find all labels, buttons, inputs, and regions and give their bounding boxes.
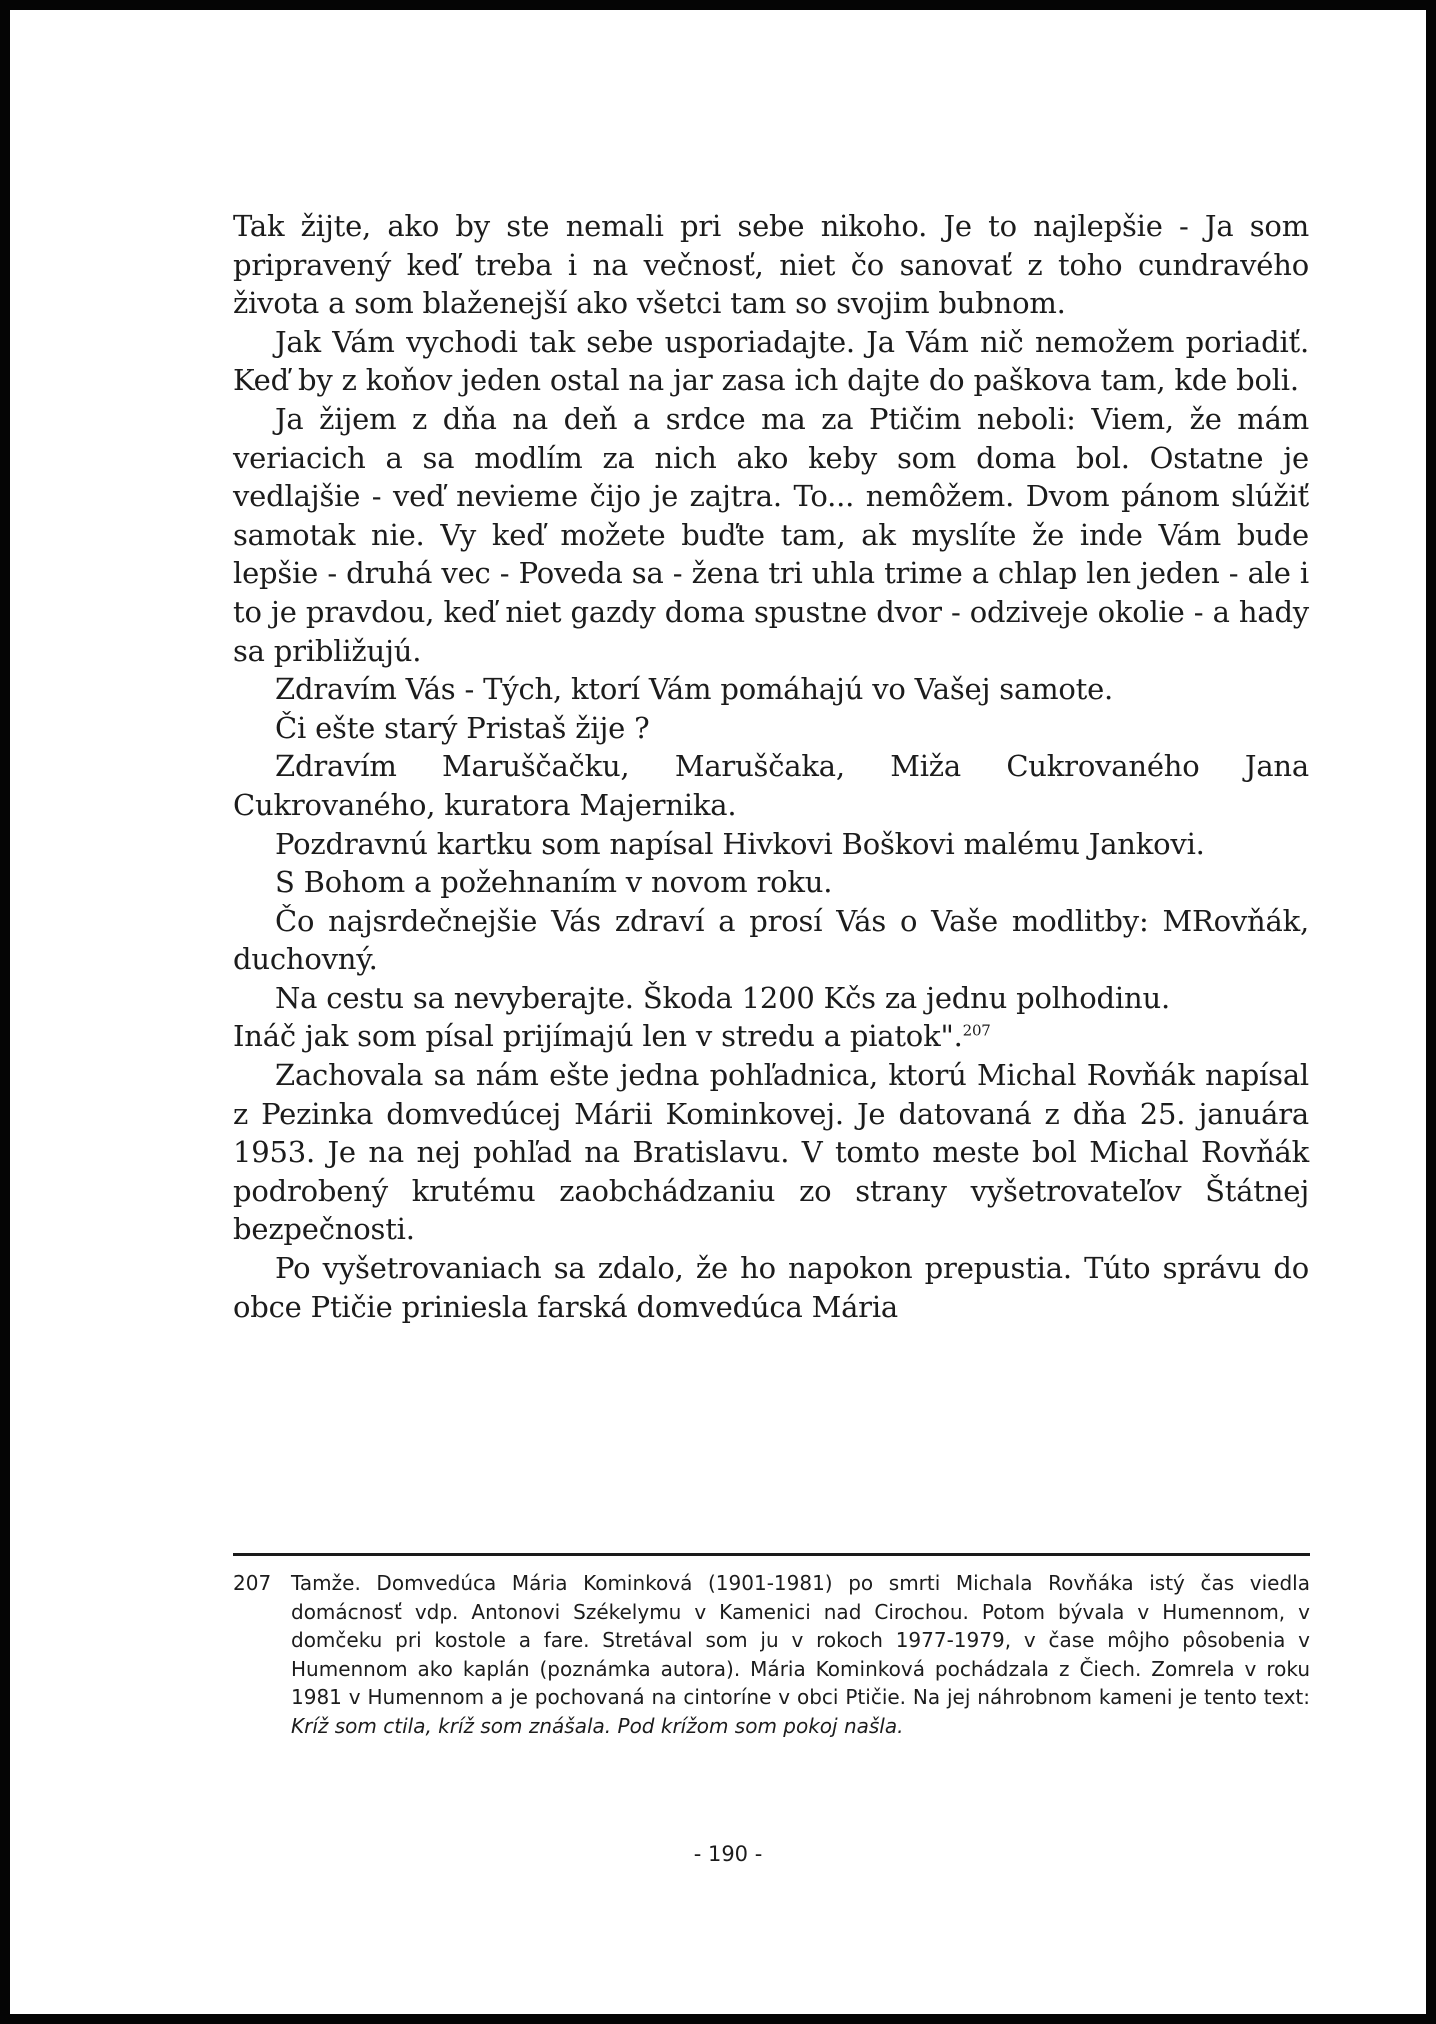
footnote-text: Tamže. Domvedúca Mária Kominková (1901-1981) po smrti Michala Rovňáka istý čas viedla domácnosť vdp. Antonovi Székelymu v Kamenici nad Cirochou. Potom bývala v Humennom, v domčeku pri kostole a fare. Stretával som ju v rokoch 1977-1979, v čase môjho pôsobenia v Humennom ako kaplán (poznámka autora). Mária Kominková pochádzala z Čiech. Zomrela v roku 1981 v Humennom a je pochovaná na cintoríne v obci Ptičie. Na jej náhrobnom kameni je tento text:	[291, 1571, 1310, 1710]
footnote-body	[291, 1569, 1310, 1741]
footnote-number: 207	[233, 1571, 272, 1595]
letter-paragraph-1: Tak žijte, ako by ste nemali pri sebe nikoho. Je to najlepšie - Ja som pripravený keď treba i na večnosť, niet čo sanovať z toho cundravého života a som blaženejší ako všetci tam so svojim bubnom.	[233, 209, 1309, 321]
footnote-epitaph-quote: Kríž som ctila, kríž som znášala. Pod krížom som pokoj našla.	[291, 1713, 904, 1738]
letter-paragraph-10: Na cestu sa nevyberajte. Škoda 1200 Kčs za jednu polhodinu.	[275, 980, 1170, 1015]
page-number: - 190 -	[693, 1842, 763, 1866]
letter-paragraph-6: Zdravím Maruščačku, Maruščaka, Miža Cukrovaného Jana Cukrovaného, kuratora Majernika.	[233, 749, 1309, 822]
narrative-paragraph-1: Zachovala sa nám ešte jedna pohľadnica, ktorú Michal Rovňák napísal z Pezinka domvedúcej Márii Kominkovej. Je datovaná z dňa 25. januára 1953. Je na nej pohľad na Bratislavu. V tomto meste bol Michal Rovňák podrobený krutému zaobchádzaniu zo strany vyšetrovateľov Štátnej bezpečnosti.	[233, 1058, 1309, 1247]
letter-paragraph-3: Ja žijem z dňa na deň a srdce ma za Ptičim neboli: Viem, že mám veriacich a sa modlím za nich ako keby som doma bol. Ostatne je vedlajšie - veď nevieme čijo je zajtra. To... nemôžem. Dvom pánom slúžiť samotak nie. Vy keď možete buďte tam, ak myslíte že inde Vám bude lepšie - druhá vec - Poveda sa - žena tri uhla trime a chlap len jeden - ale i to je pravdou, keď niet gazdy doma spustne dvor - odziveje okolie - a hady sa približujú.	[233, 401, 1309, 668]
letter-paragraph-5: Či ešte starý Pristaš žije ?	[275, 710, 650, 745]
letter-paragraph-4: Zdravím Vás - Tých, ktorí Vám pomáhajú vo Vašej samote.	[275, 672, 1114, 707]
footnote	[233, 1569, 1310, 1741]
letter-paragraph-9: Čo najsrdečnejšie Vás zdraví a prosí Vás o Vaše modlitby: MRovňák, duchovný.	[233, 903, 1309, 977]
letter-closing-text: Ináč jak som písal prijímajú len v stredu a piatok".	[233, 1019, 963, 1054]
letter-paragraph-8: S Bohom a požehnaním v novom roku.	[275, 865, 833, 900]
footnote-reference: 207	[962, 1021, 991, 1040]
letter-paragraph-2: Jak Vám vychodi tak sebe usporiadajte. Ja Vám nič nemožem poriadiť. Keď by z koňov jeden ostal na jar zasa ich dajte do paškova tam, kde boli.	[233, 324, 1309, 398]
letter-paragraph-7: Pozdravnú kartku som napísal Hivkovi Boškovi malému Jankovi.	[275, 826, 1205, 861]
letter-closing-line	[233, 1017, 1309, 1056]
main-text	[233, 207, 1309, 1326]
narrative-paragraph-2: Po vyšetrovaniach sa zdalo, že ho napokon prepustia. Túto správu do obce Ptičie priniesla farská domvedúca Mária	[233, 1251, 1309, 1324]
footnote-divider	[233, 1553, 1310, 1556]
